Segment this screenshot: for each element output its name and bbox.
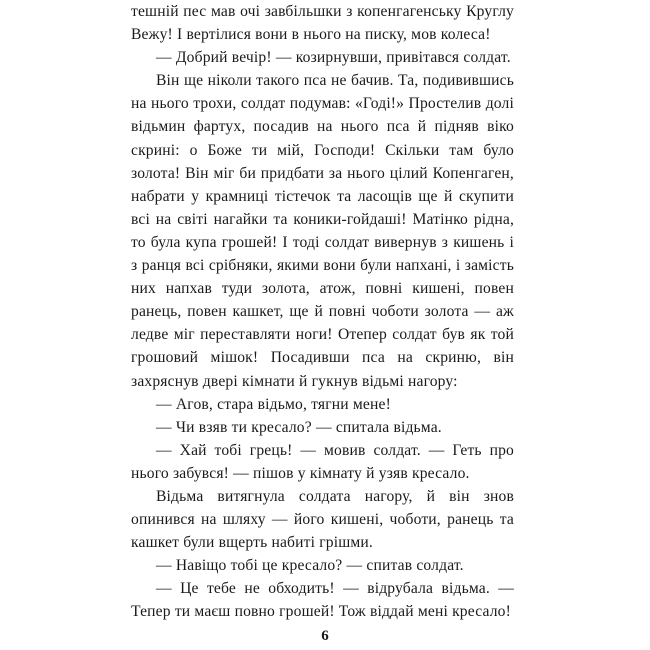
paragraph-dialogue: — Навіщо тобі це кресало? — спитав солдат. (156, 557, 464, 575)
paragraph-dialogue: — Агов, стара відьмо, тягни мене! (156, 395, 391, 413)
paragraph-continuation: тешній пес мав очі завбільшки з копенгагенську Круглу Вежу! І вертілися вони в нього на писку, мов колеса! (131, 3, 514, 44)
paragraph-dialogue: — Це тебе не обходить! — відрубала відьма. — Тепер ти маєш повно грошей! Тож віддай мені кресало! (131, 580, 514, 621)
paragraph-dialogue: — Хай тобі грець! — мовив солдат. — Геть про нього забувся! — пішов у кімнату й узяв кресало. (131, 441, 514, 482)
paragraph-body: Він ще ніколи такого пса не бачив. Та, подивившись на нього трохи, солдат подумав: «Годі!» Простелив долі відьмин фартух, посадив на нього пса й підняв віко скрині: о Боже ти мій, Господи! Скільки там було золота! Він міг би придбати за нього цілий Копенгаген, набрати у крамниці тістечок та ласощів ще й скупити всі на світі нагайки та коники-гойдаші! Матінко рідна, то була купа грошей! І тоді солдат вивернув з кишень і з ранця всі срібняки, якими вони були напхані, і замість них напхав туди золота, атож, повні кишені, повен ранець, повен кашкет, ще й повні чоботи золота — аж ледве міг переставляти ноги! Отепер солдат був як той грошовий мішок! Посадивши пса на скриню, він захряснув двері кімнати й гукнув відьмі нагору: (131, 72, 514, 390)
paragraph-body: Відьма витягнула солдата нагору, й він знов опинився на шляху — його кишені, чоботи, ранець та кашкет були вщерть набиті грішми. (131, 487, 514, 552)
page-number: 6 (321, 628, 329, 644)
paragraph-dialogue: — Добрий вечір! — козирнувши, привітався солдат. (156, 49, 511, 67)
text-column (131, 0, 514, 624)
paragraph-dialogue: — Чи взяв ти кресало? — спитала відьма. (156, 418, 442, 436)
